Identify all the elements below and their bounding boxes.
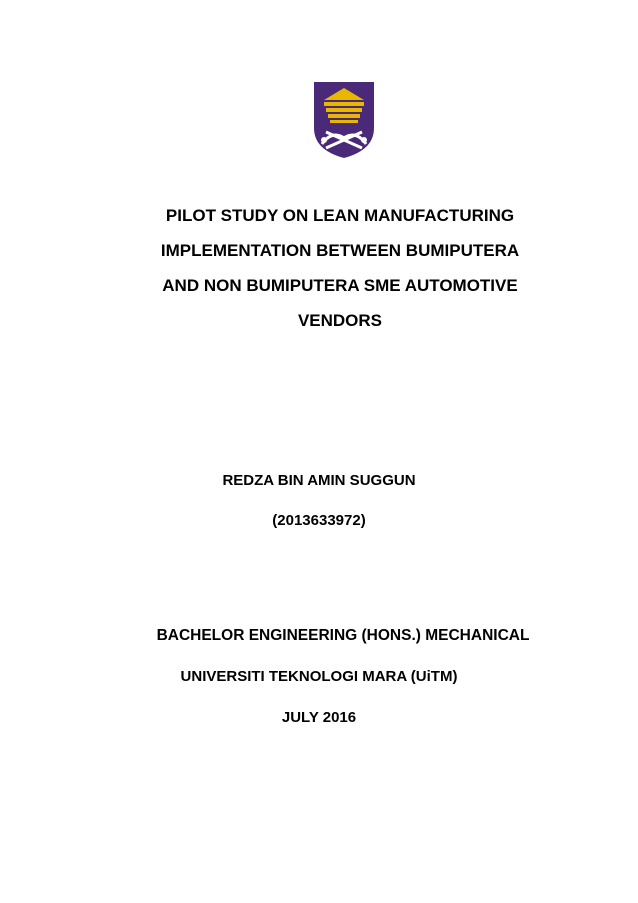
title-line-3: AND NON BUMIPUTERA SME AUTOMOTIVE (162, 276, 518, 295)
thesis-title (120, 198, 560, 338)
student-id: (2013633972) (272, 512, 366, 529)
university-logo-icon (312, 80, 376, 160)
title-line-2: IMPLEMENTATION BETWEEN BUMIPUTERA (160, 241, 520, 260)
submission-date: JULY 2016 (281, 709, 357, 726)
university-name: UNIVERSITI TEKNOLOGI MARA (UiTM) (180, 668, 458, 685)
author-name: REDZA BIN AMIN SUGGUN (222, 472, 416, 489)
title-line-4: VENDORS (297, 311, 383, 330)
title-line-1: PILOT STUDY ON LEAN MANUFACTURING (165, 206, 515, 225)
degree-program: BACHELOR ENGINEERING (HONS.) MECHANICAL (156, 627, 530, 644)
